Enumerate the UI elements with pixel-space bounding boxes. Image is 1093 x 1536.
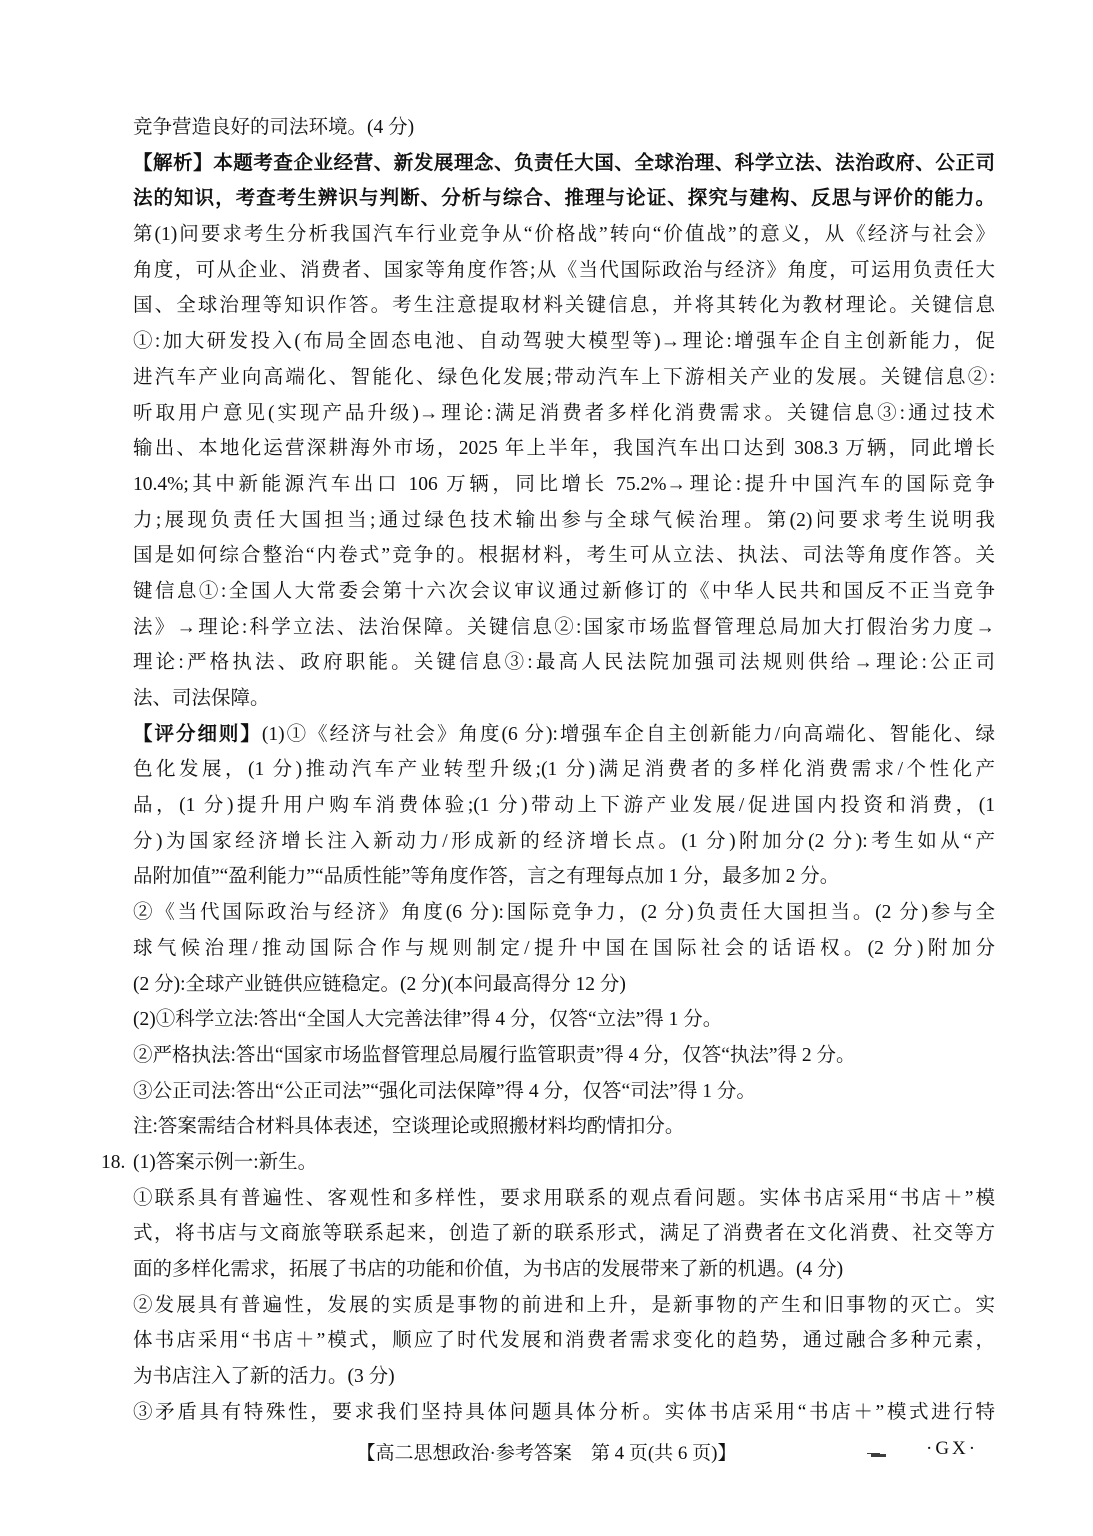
text-line: 理论:严格执法、政府职能。关键信息③:最高人民法院加强司法规则供给→理论:公正司: [133, 652, 995, 674]
text-line: 为书店注入了新的活力。(3 分): [133, 1366, 395, 1388]
text-line: 国是如何综合整治“内卷式”竞争的。根据材料，考生可从立法、执法、司法等角度作答。关: [133, 545, 995, 567]
print-artifact: [871, 1454, 886, 1457]
text-line: 键信息①:全国人大常委会第十六次会议审议通过新修订的《中华人民共和国反不正当竞争: [133, 580, 995, 602]
text-line: ①:加大研发投入(布局全固态电池、自动驾驶大模型等)→理论:增强车企自主创新能力，促: [133, 331, 995, 353]
text-line: 法》→理论:科学立法、法治保障。关键信息②:国家市场监督管理总局加大打假治劣力度→: [133, 616, 995, 638]
text-line: 力;展现负责任大国担当;通过绿色技术输出参与全球气候治理。第(2)问要求考生说明我: [133, 509, 995, 531]
text-line: 输出、本地化运营深耕海外市场，2025 年上半年，我国汽车出口达到 308.3 万辆，同此增长: [133, 438, 995, 460]
text-line: 国、全球治理等知识作答。考生注意提取材料关键信息，并将其转化为教材理论。关键信息: [133, 295, 995, 317]
text-line: ①联系具有普遍性、客观性和多样性，要求用联系的观点看问题。实体书店采用“书店＋”模: [133, 1187, 995, 1209]
text-line: ②发展具有普遍性，发展的实质是事物的前进和上升，是新事物的产生和旧事物的灭亡。实: [133, 1294, 995, 1316]
text-line: 品，(1 分)提升用户购车消费体验;(1 分)带动上下游产业发展/促进国内投资和消费，(1: [133, 795, 995, 817]
text-line: 色化发展，(1 分)推动汽车产业转型升级;(1 分)满足消费者的多样化消费需求/个性化产: [133, 759, 995, 781]
text-line: 18. (1)答案示例一:新生。: [133, 1145, 995, 1181]
section-label: 【评分细则】: [133, 723, 262, 745]
text-line: 【评分细则】(1)①《经济与社会》角度(6 分):增强车企自主创新能力/向高端化、智能化、绿: [133, 723, 995, 745]
text-line: 角度，可从企业、消费者、国家等角度作答;从《当代国际政治与经济》角度，可运用负责任大: [133, 259, 995, 281]
text-line: 体书店采用“书店＋”模式，顺应了时代发展和消费者需求变化的趋势，通过融合多种元素，: [133, 1330, 995, 1352]
text-line: 法的知识，考查考生辨识与判断、分析与综合、推理与论证、探究与建构、反思与评价的能力。: [133, 188, 995, 210]
text-line: 10.4%;其中新能源汽车出口 106 万辆，同比增长 75.2%→理论:提升中国汽车的国际竞争: [133, 473, 995, 495]
text-line: ②严格执法:答出“国家市场监督管理总局履行监管职责”得 4 分，仅答“执法”得 2 分。: [133, 1044, 856, 1066]
text-line: 注:答案需结合材料具体表述，空谈理论或照搬材料均酌情扣分。: [133, 1116, 685, 1138]
footer-caption: 【高二思想政治·参考答案 第 4 页(共 6 页)】: [356, 1443, 737, 1464]
text-line: ③矛盾具有特殊性，要求我们坚持具体问题具体分析。实体书店采用“书店＋”模式进行特: [133, 1401, 995, 1423]
text-line: 面的多样化需求，拓展了书店的功能和价值，为书店的发展带来了新的机遇。(4 分): [133, 1259, 844, 1280]
text-line: 【解析】本题考查企业经营、新发展理念、负责任大国、全球治理、科学立法、法治政府、公正司: [133, 152, 995, 174]
text-line: 进汽车产业向高端化、智能化、绿色化发展;带动汽车上下游相关产业的发展。关键信息②:: [133, 366, 995, 388]
footer-edition-code: ·GX·: [926, 1438, 979, 1459]
text-line: 竞争营造良好的司法环境。(4 分): [133, 117, 415, 138]
text-line: (2)①科学立法:答出“全国人大完善法律”得 4 分，仅答“立法”得 1 分。: [133, 1009, 723, 1031]
text-line: 听取用户意见(实现产品升级)→理论:满足消费者多样化消费需求。关键信息③:通过技术: [133, 402, 995, 424]
answer-text-block: [101, 110, 995, 1430]
text-line: 品附加值”“盈利能力”“品质性能”等角度作答，言之有理每点加 1 分，最多加 2 分。: [133, 866, 840, 888]
text-line: ③公正司法:答出“公正司法”“强化司法保障”得 4 分，仅答“司法”得 1 分。: [133, 1080, 756, 1102]
text-line: 球气候治理/推动国际合作与规则制定/提升中国在国际社会的话语权。(2 分)附加分: [133, 937, 995, 959]
text-line: 法、司法保障。: [133, 688, 270, 709]
text-line: ②《当代国际政治与经济》角度(6 分):国际竞争力，(2 分)负责任大国担当。(2 分)参与全: [133, 902, 995, 924]
text-line: 式，将书店与文商旅等联系起来，创造了新的联系形式，满足了消费者在文化消费、社交等方: [133, 1223, 995, 1245]
text-line: (2 分):全球产业链供应链稳定。(2 分)(本问最高得分 12 分): [133, 973, 626, 995]
question-number: 18.: [101, 1151, 126, 1173]
text-line: 第(1)问要求考生分析我国汽车行业竞争从“价格战”转向“价值战”的意义，从《经济与社会》: [133, 224, 995, 246]
text-line: 分)为国家经济增长注入新动力/形成新的经济增长点。(1 分)附加分(2 分):考生如从“产: [133, 830, 995, 852]
